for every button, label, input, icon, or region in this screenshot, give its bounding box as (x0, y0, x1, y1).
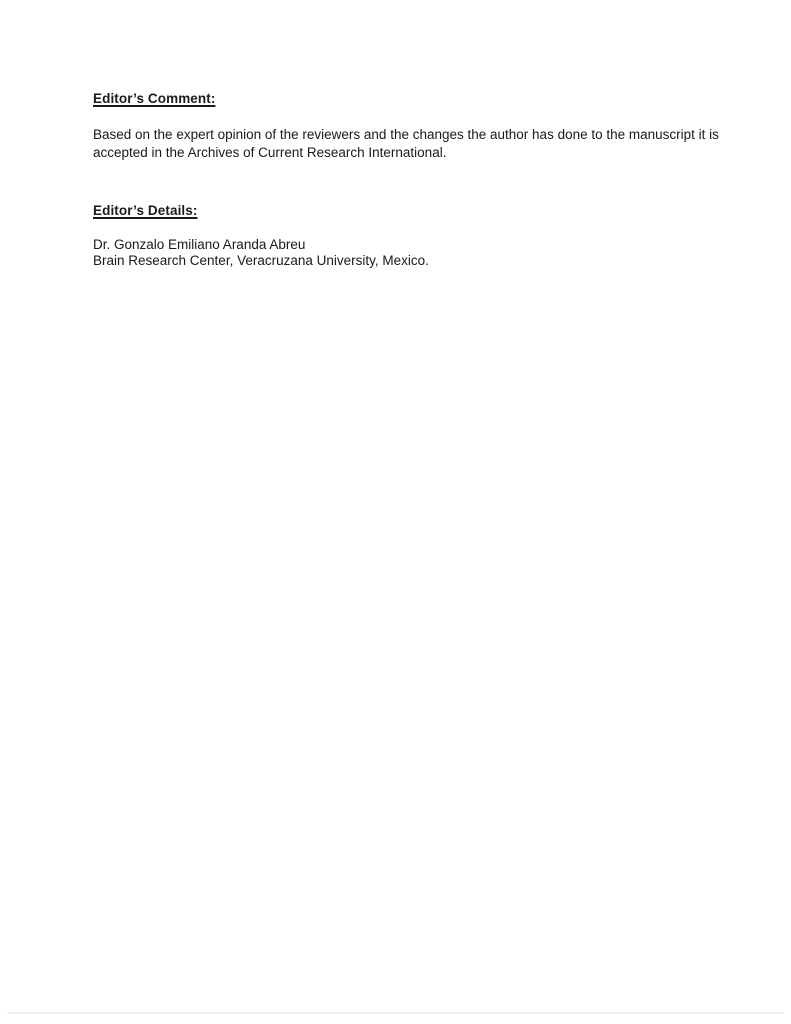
editor-affiliation: Brain Research Center, Veracruzana University, Mexico. (93, 253, 429, 268)
details-heading: Editor’s Details: (93, 203, 198, 218)
comment-paragraph-line-1: Based on the expert opinion of the reviewers and the changes the author has done to the manuscript it is (93, 127, 719, 142)
scan-artifact-line (7, 1012, 784, 1014)
comment-paragraph-line-2: accepted in the Archives of Current Research International. (93, 145, 447, 160)
comment-paragraph (93, 126, 719, 162)
editor-name: Dr. Gonzalo Emiliano Aranda Abreu (93, 237, 306, 252)
editor-address-block (93, 237, 429, 269)
comment-heading: Editor’s Comment: (93, 91, 216, 106)
